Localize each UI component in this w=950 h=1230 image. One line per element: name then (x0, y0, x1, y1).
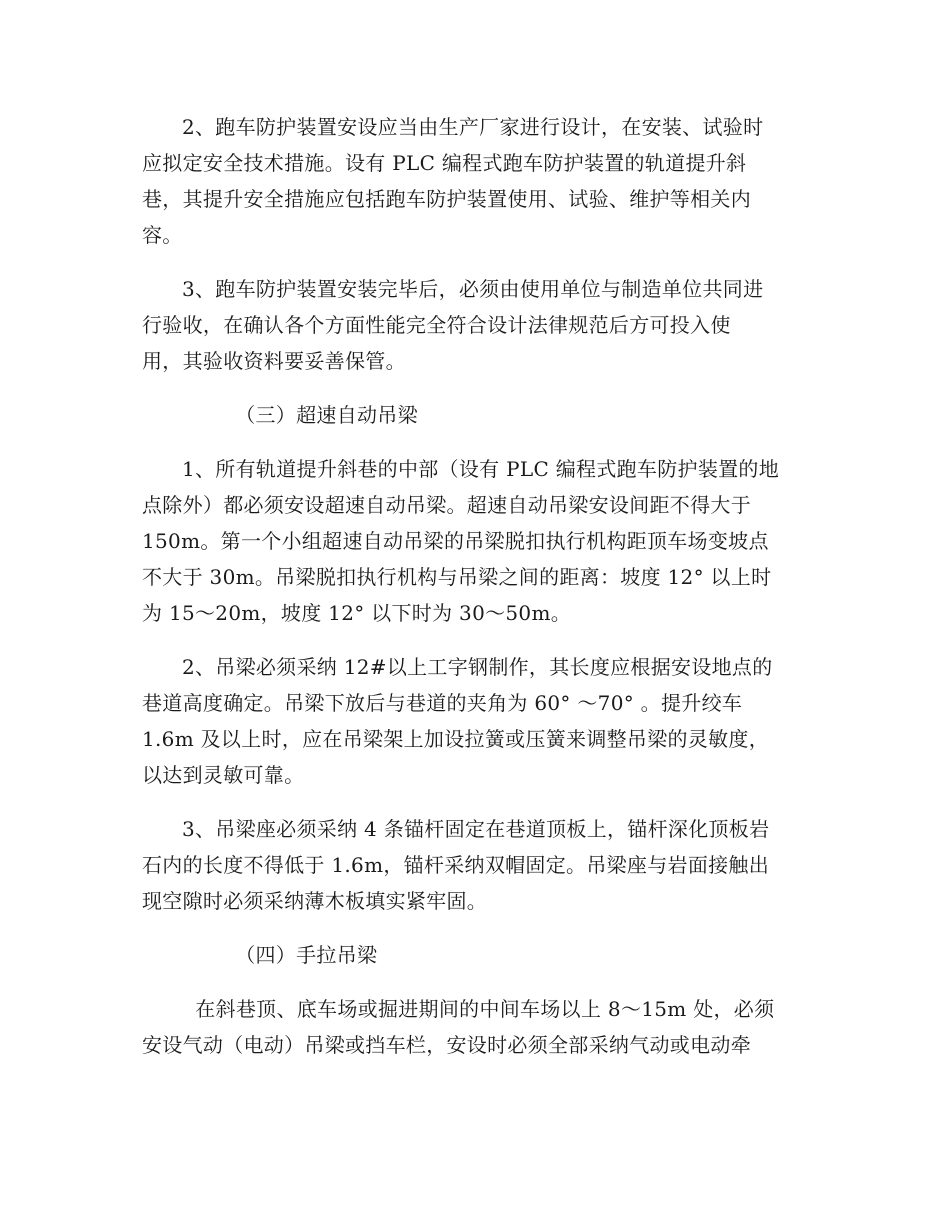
paragraph-line: 石内的长度不得低于 1.6m，锚杆采纳双帽固定。吊梁座与岩面接触出 (142, 853, 770, 877)
section-heading: （四）手拉吊梁 (142, 943, 378, 967)
paragraph-line: 2、吊梁必须采纳 12#以上工字钢制作，其长度应根据安设地点的 (142, 655, 773, 679)
paragraph-line: 1.6m 及以上时，应在吊梁架上加设拉簧或压簧来调整吊梁的灵敏度， (142, 727, 770, 751)
paragraph-line: 150m。第一个小组超速自动吊梁的吊梁脱扣执行机构距顶车场变坡点 (142, 529, 769, 553)
paragraph-line: 用，其验收资料要妥善保管。 (142, 349, 406, 373)
paragraph-line: 应拟定安全技术措施。设有 PLC 编程式跑车防护装置的轨道提升斜 (142, 151, 747, 175)
paragraph-line: 行验收，在确认各个方面性能完全符合设计法律规范后方可投入使 (142, 313, 731, 337)
paragraph-line: 安设气动（电动）吊梁或挡车栏，安设时必须全部采纳气动或电动牵 (142, 1033, 751, 1057)
paragraph-line: 1、所有轨道提升斜巷的中部（设有 PLC 编程式跑车防护装置的地 (142, 457, 780, 481)
section-heading: （三）超速自动吊梁 (142, 403, 418, 427)
paragraph-line: 为 15～20m，坡度 12° 以下时为 30～50m。 (142, 601, 572, 625)
paragraph-line: 以达到灵敏可靠。 (142, 763, 305, 787)
paragraph-line: 现空隙时必须采纳薄木板填实紧牢固。 (142, 889, 488, 913)
paragraph-line: 点除外）都必须安设超速自动吊梁。超速自动吊梁安设间距不得大于 (142, 493, 751, 517)
paragraph-line: 巷，其提升安全措施应包括跑车防护装置使用、试验、维护等相关内 (142, 187, 751, 211)
paragraph-line: 3、跑车防护装置安装完毕后，必须由使用单位与制造单位共同进 (142, 277, 764, 301)
paragraph-line: 巷道高度确定。吊梁下放后与巷道的夹角为 60° ～70° 。提升绞车 (142, 691, 743, 715)
paragraph-line: 2、跑车防护装置安设应当由生产厂家进行设计，在安装、试验时 (142, 115, 764, 139)
paragraph-line: 容。 (142, 223, 183, 247)
paragraph-line: 在斜巷顶、底车场或掘进期间的中间车场以上 8～15m 处，必须 (142, 997, 775, 1021)
paragraph-line: 3、吊梁座必须采纳 4 条锚杆固定在巷道顶板上，锚杆深化顶板岩 (142, 817, 770, 841)
paragraph-line: 不大于 30m。吊梁脱扣执行机构与吊梁之间的距离：坡度 12° 以上时 (142, 565, 772, 589)
